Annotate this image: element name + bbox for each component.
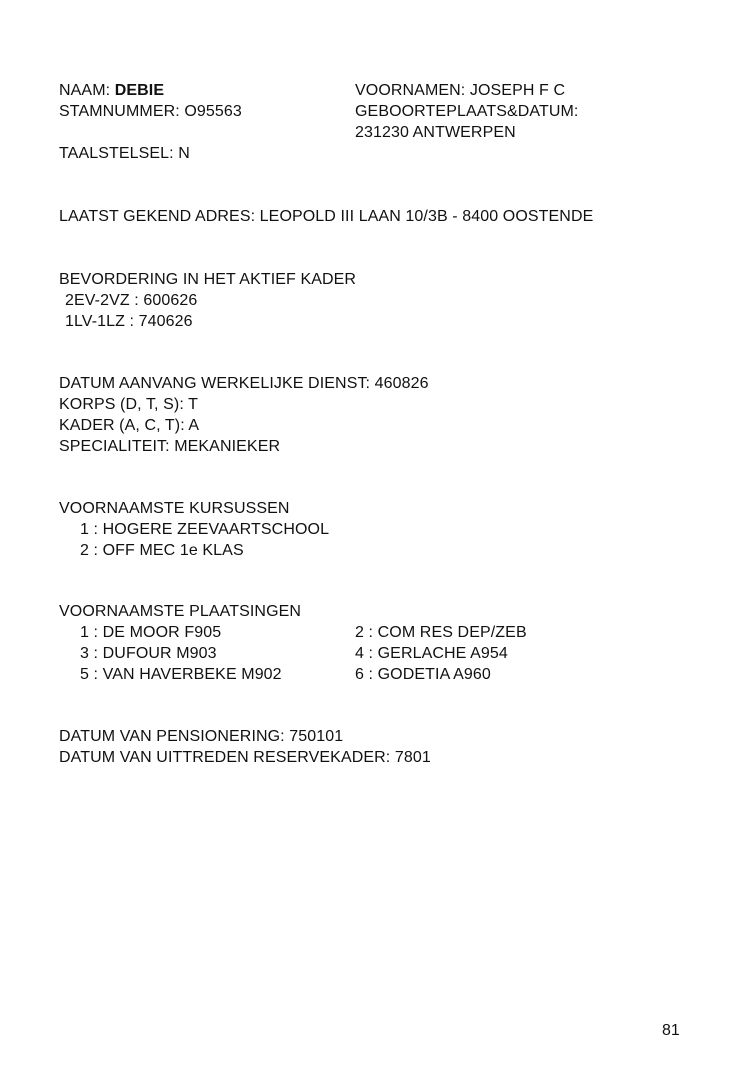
korps: KORPS (D, T, S): T: [59, 396, 199, 413]
plaatsing-item: 4 : GERLACHE A954: [355, 645, 508, 662]
voornamen: VOORNAMEN: JOSEPH F C: [355, 82, 566, 99]
bevordering-title: BEVORDERING IN HET AKTIEF KADER: [59, 271, 357, 288]
plaatsing-item: 5 : VAN HAVERBEKE M902: [80, 666, 282, 683]
naam-label: NAAM:: [59, 82, 111, 99]
naam-line: [59, 80, 164, 101]
kursus-item: 2 : OFF MEC 1e KLAS: [80, 542, 244, 559]
specialiteit: SPECIALITEIT: MEKANIEKER: [59, 438, 281, 455]
bevordering-item: 2EV-2VZ : 600626: [65, 292, 198, 309]
plaatsingen-title: VOORNAAMSTE PLAATSINGEN: [59, 603, 302, 620]
taalstelsel: TAALSTELSEL: N: [59, 145, 190, 162]
plaatsing-item: 6 : GODETIA A960: [355, 666, 491, 683]
geboorte-label: GEBOORTEPLAATS&DATUM:: [355, 103, 579, 120]
naam-value: DEBIE: [114, 82, 165, 99]
plaatsing-item: 1 : DE MOOR F905: [80, 624, 222, 641]
geboorte-value: 231230 ANTWERPEN: [355, 124, 516, 141]
datum-uittreden-reservekader: DATUM VAN UITTREDEN RESERVEKADER: 7801: [59, 749, 431, 766]
plaatsing-item: 2 : COM RES DEP/ZEB: [355, 624, 527, 641]
kursussen-title: VOORNAAMSTE KURSUSSEN: [59, 500, 290, 517]
bevordering-item: 1LV-1LZ : 740626: [65, 313, 193, 330]
stamnummer: STAMNUMMER: O95563: [59, 103, 242, 120]
plaatsing-item: 3 : DUFOUR M903: [80, 645, 217, 662]
laatst-gekend-adres: LAATST GEKEND ADRES: LEOPOLD III LAAN 10/3B - 8400 OOSTENDE: [59, 208, 594, 225]
kursus-item: 1 : HOGERE ZEEVAARTSCHOOL: [80, 521, 330, 538]
kader: KADER (A, C, T): A: [59, 417, 200, 434]
datum-aanvang-dienst: DATUM AANVANG WERKELIJKE DIENST: 460826: [59, 375, 429, 392]
page-number: 81: [662, 1022, 680, 1039]
datum-pensionering: DATUM VAN PENSIONERING: 750101: [59, 728, 344, 745]
